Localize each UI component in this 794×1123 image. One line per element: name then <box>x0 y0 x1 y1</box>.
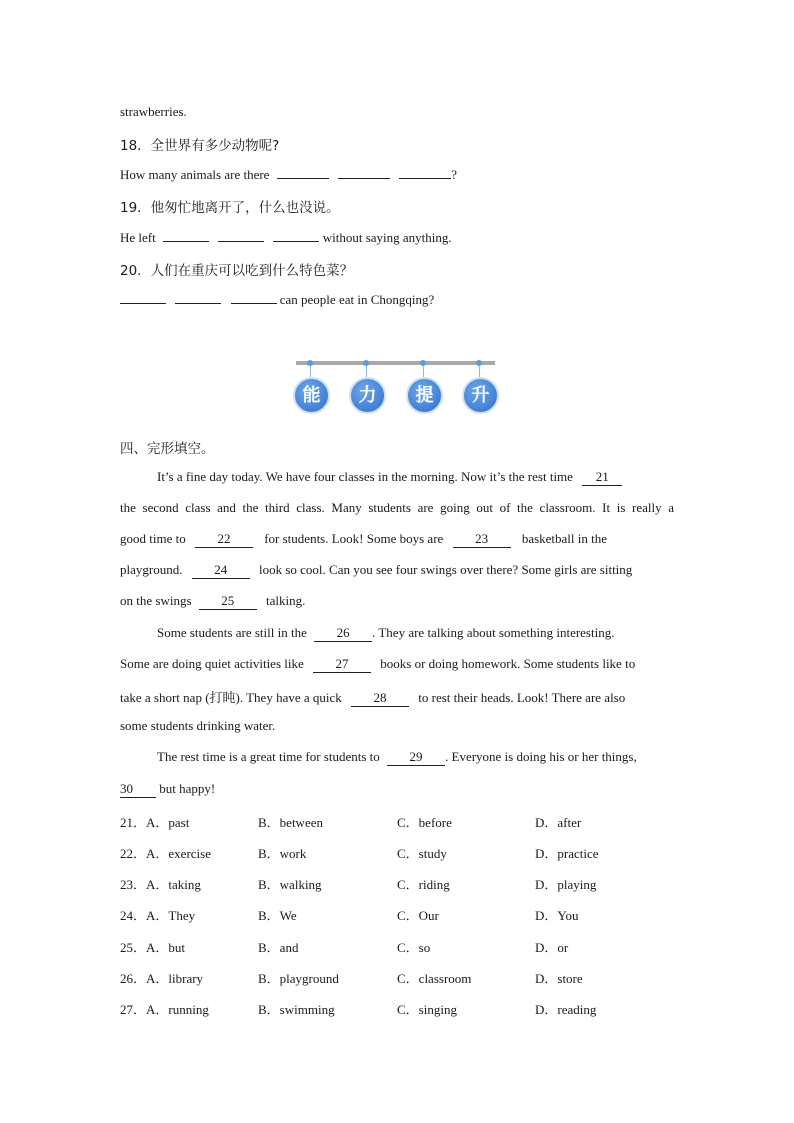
option-number: 23． <box>120 877 147 892</box>
banner-char: 力 <box>349 377 386 414</box>
passage-text: It’s a fine day today. We have four classes in the morning. Now it’s the rest time <box>157 469 573 484</box>
option-a[interactable]: A．past <box>146 815 190 830</box>
option-d[interactable]: D．You <box>535 908 579 923</box>
option-d[interactable]: D．playing <box>535 877 597 892</box>
passage-text: look so cool. Can you see four swings over there? Some girls are sitting <box>258 562 633 577</box>
option-b[interactable]: B．between <box>258 815 323 830</box>
passage-text: talking. <box>266 593 306 608</box>
answer-blank[interactable] <box>277 166 329 179</box>
option-a[interactable]: A．taking <box>146 877 201 892</box>
passage-text: The rest time is a great time for students to <box>157 749 380 764</box>
option-b[interactable]: B．walking <box>258 877 322 892</box>
cloze-blank-30[interactable]: 30 <box>120 781 156 798</box>
passage-line <box>120 781 215 798</box>
option-c[interactable]: C．so <box>397 940 431 955</box>
option-row <box>120 999 209 1018</box>
cloze-blank-24[interactable]: 24 <box>192 562 250 579</box>
ability-banner <box>294 358 498 418</box>
answer-blank[interactable] <box>218 229 264 242</box>
option-number: 22． <box>120 846 147 861</box>
question-20-chinese: 20．人们在重庆可以吃到什么特色菜？ <box>120 263 354 279</box>
passage-text: on the swings <box>120 593 192 608</box>
answer-blank[interactable] <box>399 166 451 179</box>
cloze-blank-25[interactable]: 25 <box>199 593 257 610</box>
option-c[interactable]: C．study <box>397 846 447 861</box>
passage-text: for students. Look! Some boys are <box>264 531 444 546</box>
option-c[interactable]: C．riding <box>397 877 450 892</box>
option-b[interactable]: B．playground <box>258 971 339 986</box>
option-a[interactable]: A．running <box>146 1002 209 1017</box>
option-row <box>120 874 201 893</box>
option-c[interactable]: C．Our <box>397 908 439 923</box>
option-row <box>120 905 195 924</box>
option-row <box>120 812 189 831</box>
option-c[interactable]: C．classroom <box>397 971 472 986</box>
banner-char: 能 <box>293 377 330 414</box>
passage-text: Some are doing quiet activities like <box>120 656 304 671</box>
option-d[interactable]: D．or <box>535 940 569 955</box>
option-number: 26． <box>120 971 147 986</box>
passage-line <box>120 531 607 548</box>
answer-blank[interactable] <box>163 229 209 242</box>
cloze-blank-22[interactable]: 22 <box>195 531 253 548</box>
answer-blank[interactable] <box>273 229 319 242</box>
passage-line <box>157 469 622 486</box>
passage-text: playground. <box>120 562 183 577</box>
banner-bar <box>296 361 495 365</box>
option-a[interactable]: A．library <box>146 971 204 986</box>
cloze-blank-27[interactable]: 27 <box>313 656 371 673</box>
option-a[interactable]: A．exercise <box>146 846 211 861</box>
question-20-english <box>120 291 434 308</box>
answer-blank[interactable] <box>120 291 166 304</box>
cloze-blank-23[interactable]: 23 <box>453 531 511 548</box>
passage-line: the second class and the third class. Many students are going out of the classroom. It is really a <box>120 500 674 515</box>
question-19-english <box>120 229 452 246</box>
question-19-text-end: without saying anything. <box>322 230 452 245</box>
option-number: 27． <box>120 1002 147 1017</box>
option-b[interactable]: B．swimming <box>258 1002 335 1017</box>
option-row <box>120 937 185 956</box>
question-mark: ? <box>451 167 457 182</box>
question-19-text: He left <box>120 230 156 245</box>
option-b[interactable]: B．We <box>258 908 297 923</box>
option-d[interactable]: D．store <box>535 971 583 986</box>
section-title: 四、完形填空。 <box>120 441 215 457</box>
option-c[interactable]: C．before <box>397 815 452 830</box>
option-d[interactable]: D．reading <box>535 1002 597 1017</box>
option-row <box>120 968 203 987</box>
passage-line <box>120 656 635 673</box>
question-20-text-end: can people eat in Chongqing? <box>279 292 435 307</box>
question-18-chinese: 18．全世界有多少动物呢? <box>120 138 280 154</box>
passage-text: Some students are still in the <box>157 625 307 640</box>
answer-blank[interactable] <box>175 291 221 304</box>
answer-blank[interactable] <box>231 291 277 304</box>
continued-text: strawberries. <box>120 104 187 119</box>
passage-text: take a short nap (打盹). They have a quick <box>120 690 342 705</box>
cloze-blank-29[interactable]: 29 <box>387 749 445 766</box>
cloze-blank-21[interactable]: 21 <box>582 469 622 486</box>
option-number: 25． <box>120 940 147 955</box>
option-number: 21． <box>120 815 147 830</box>
passage-text: . Everyone is doing his or her things, <box>445 749 637 764</box>
option-row <box>120 843 211 862</box>
passage-text: but happy! <box>159 781 216 796</box>
option-b[interactable]: B．work <box>258 846 307 861</box>
banner-char: 升 <box>462 377 499 414</box>
question-18-english <box>120 166 457 183</box>
banner-char: 提 <box>406 377 443 414</box>
question-19-chinese: 19．他匆忙地离开了，什么也没说。 <box>120 200 340 216</box>
passage-text: to rest their heads. Look! There are also <box>418 690 626 705</box>
answer-blank[interactable] <box>338 166 390 179</box>
cloze-blank-26[interactable]: 26 <box>314 625 372 642</box>
question-18-text: How many animals are there <box>120 167 270 182</box>
passage-line <box>120 562 632 579</box>
passage-line: some students drinking water. <box>120 718 276 733</box>
option-a[interactable]: A．but <box>146 940 186 955</box>
passage-line <box>120 593 305 610</box>
passage-text: books or doing homework. Some students like to <box>380 656 636 671</box>
cloze-blank-28[interactable]: 28 <box>351 690 409 707</box>
option-c[interactable]: C．singing <box>397 1002 457 1017</box>
option-number: 24． <box>120 908 147 923</box>
passage-line <box>120 687 625 707</box>
option-d[interactable]: D．practice <box>535 846 599 861</box>
passage-text: good time to <box>120 531 186 546</box>
option-a[interactable]: A．They <box>146 908 196 923</box>
passage-line <box>157 625 614 642</box>
passage-line <box>157 749 637 766</box>
passage-text: basketball in the <box>521 531 608 546</box>
option-b[interactable]: B．and <box>258 940 299 955</box>
passage-text: . They are talking about something interesting. <box>372 625 615 640</box>
option-d[interactable]: D．after <box>535 815 582 830</box>
